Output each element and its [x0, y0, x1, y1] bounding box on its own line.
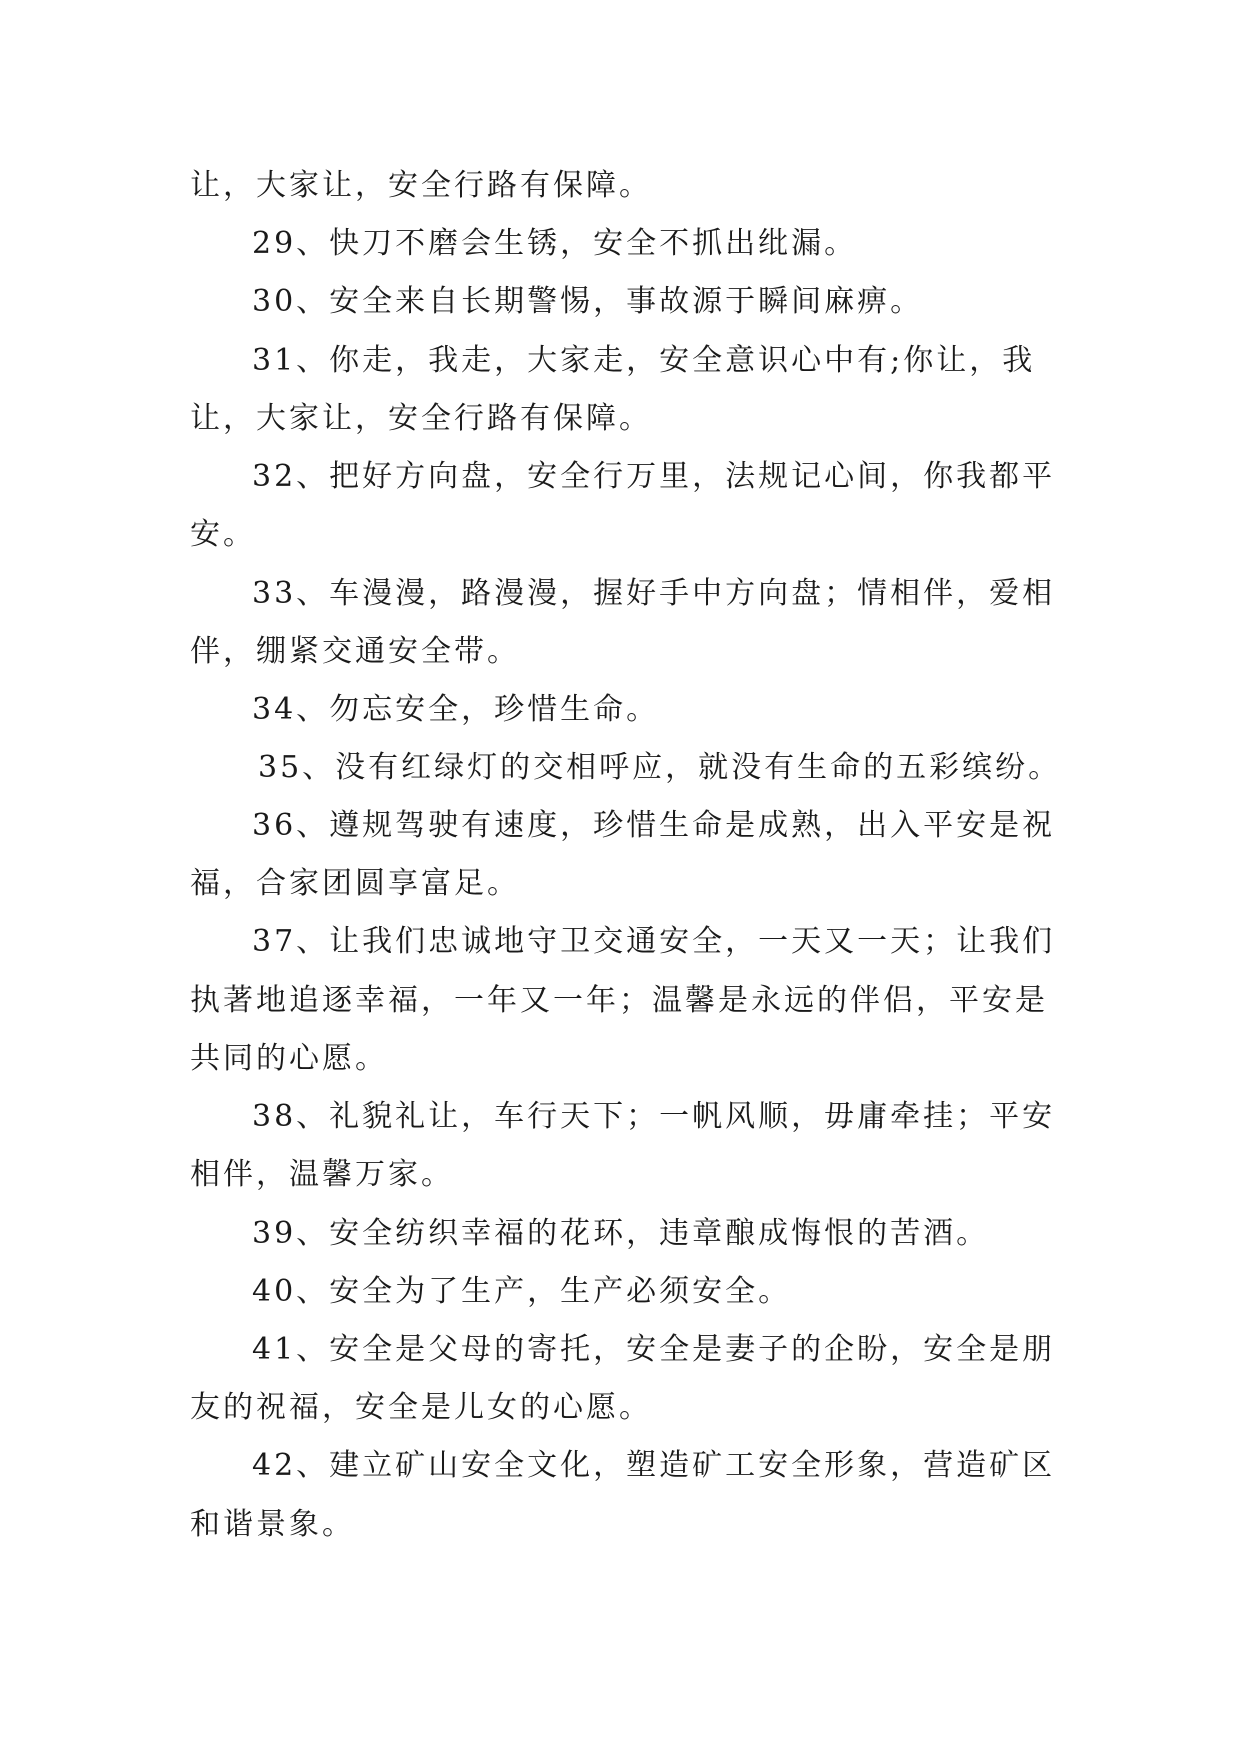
text-line-22: 友的祝福，安全是儿女的心愿。 — [190, 1390, 652, 1425]
text-line-1: 让，大家让，安全行路有保障。 — [190, 168, 652, 203]
text-line-19: 39、安全纺织幸福的花环，违章酿成悔恨的苦酒。 — [252, 1216, 990, 1251]
text-line-11: 35、没有红绿灯的交相呼应，就没有生命的五彩缤纷。 — [258, 750, 1062, 785]
text-line-6: 32、把好方向盘，安全行万里，法规记心间，你我都平 — [252, 459, 1056, 494]
text-line-7: 安。 — [190, 517, 256, 552]
text-line-10: 34、勿忘安全，珍惜生命。 — [252, 692, 660, 727]
text-line-18: 相伴，温馨万家。 — [190, 1157, 454, 1192]
text-line-4: 31、你走，我走，大家走，安全意识心中有;你让，我 — [252, 343, 1036, 378]
text-line-20: 40、安全为了生产，生产必须安全。 — [252, 1274, 792, 1309]
text-line-5: 让，大家让，安全行路有保障。 — [190, 401, 652, 436]
text-line-3: 30、安全来自长期警惕，事故源于瞬间麻痹。 — [252, 284, 924, 319]
text-line-16: 共同的心愿。 — [190, 1041, 388, 1076]
text-line-12: 36、遵规驾驶有速度，珍惜生命是成熟，出入平安是祝 — [252, 808, 1056, 843]
text-line-15: 执著地追逐幸福，一年又一年；温馨是永远的伴侣，平安是 — [190, 983, 1048, 1018]
text-line-23: 42、建立矿山安全文化，塑造矿工安全形象，营造矿区 — [252, 1448, 1056, 1483]
text-line-2: 29、快刀不磨会生锈，安全不抓出纰漏。 — [252, 226, 858, 261]
text-line-8: 33、车漫漫，路漫漫，握好手中方向盘；情相伴，爱相 — [252, 576, 1056, 611]
text-line-21: 41、安全是父母的寄托，安全是妻子的企盼，安全是朋 — [252, 1332, 1056, 1367]
text-line-14: 37、让我们忠诚地守卫交通安全，一天又一天；让我们 — [252, 924, 1056, 959]
text-line-17: 38、礼貌礼让，车行天下；一帆风顺，毋庸牵挂；平安 — [252, 1099, 1056, 1134]
text-line-13: 福，合家团圆享富足。 — [190, 866, 520, 901]
text-line-24: 和谐景象。 — [190, 1507, 355, 1542]
text-line-9: 伴，绷紧交通安全带。 — [190, 634, 520, 669]
